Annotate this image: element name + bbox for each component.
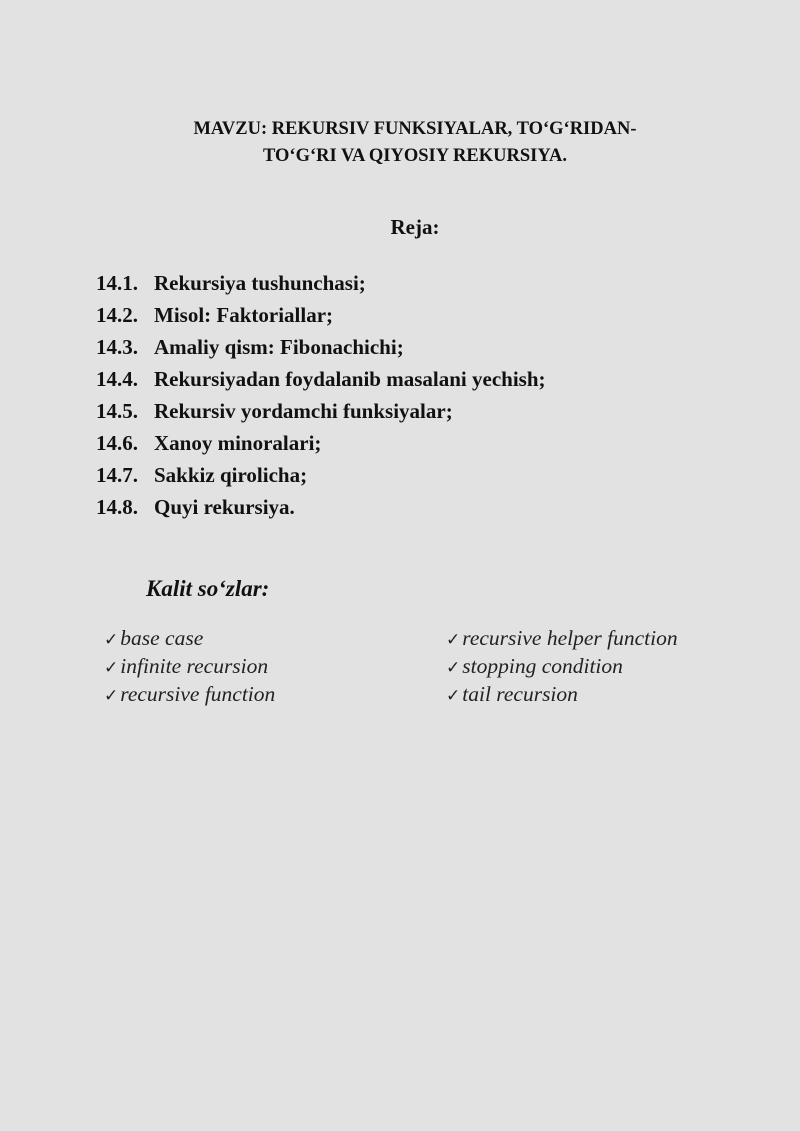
plan-item-text: Amaliy qism: Fibonachichi; — [154, 335, 404, 359]
title-line-2: TO‘G‘RI VA QIYOSIY REKURSIYA. — [263, 146, 567, 166]
keyword-text: stopping condition — [462, 654, 623, 678]
plan-item — [96, 459, 546, 491]
title-line-1: MAVZU: REKURSIV FUNKSIYALAR, TO‘G‘RIDAN- — [193, 119, 637, 139]
keyword-text: recursive function — [120, 682, 276, 706]
checkmark-icon: ✓ — [104, 686, 119, 706]
keyword-text: recursive helper function — [462, 626, 678, 650]
keyword-item — [104, 624, 275, 652]
keyword-text: base case — [120, 626, 204, 650]
plan-item — [96, 299, 546, 331]
plan-item — [96, 267, 546, 299]
checkmark-icon: ✓ — [446, 630, 461, 650]
plan-heading: Reja: — [390, 215, 440, 239]
plan-item — [96, 363, 546, 395]
plan-item-number: 14.4. — [96, 367, 138, 391]
plan-item — [96, 427, 546, 459]
plan-item-text: Rekursiyadan foydalanib masalani yechish; — [154, 367, 546, 391]
plan-item — [96, 395, 546, 427]
plan-item-text: Misol: Faktoriallar; — [154, 303, 334, 327]
keyword-item — [446, 680, 678, 708]
plan-item-number: 14.8. — [96, 495, 138, 519]
keyword-item — [104, 680, 275, 708]
plan-item-number: 14.1. — [96, 271, 138, 295]
plan-item — [96, 491, 546, 523]
document-title — [0, 116, 800, 170]
plan-item-text: Rekursiv yordamchi funksiyalar; — [154, 399, 453, 423]
plan-item-number: 14.6. — [96, 431, 138, 455]
checkmark-icon: ✓ — [446, 686, 461, 706]
plan-item-number: 14.5. — [96, 399, 138, 423]
checkmark-icon: ✓ — [446, 658, 461, 678]
keyword-item — [446, 624, 678, 652]
plan-item-text: Xanoy minoralari; — [154, 431, 322, 455]
plan-item-number: 14.7. — [96, 463, 138, 487]
plan-item-number: 14.3. — [96, 335, 138, 359]
plan-list — [96, 267, 546, 523]
keyword-text: tail recursion — [462, 682, 578, 706]
keywords-heading: Kalit so‘zlar: — [146, 576, 270, 601]
keyword-item — [104, 652, 275, 680]
plan-item — [96, 331, 546, 363]
plan-item-text: Quyi rekursiya. — [154, 495, 295, 519]
plan-item-text: Rekursiya tushunchasi; — [154, 271, 366, 295]
plan-item-text: Sakkiz qirolicha; — [154, 463, 308, 487]
keywords-left-column — [104, 624, 275, 708]
keyword-text: infinite recursion — [120, 654, 269, 678]
plan-item-number: 14.2. — [96, 303, 138, 327]
checkmark-icon: ✓ — [104, 658, 119, 678]
keyword-item — [446, 652, 678, 680]
keywords-right-column — [446, 624, 678, 708]
checkmark-icon: ✓ — [104, 630, 119, 650]
